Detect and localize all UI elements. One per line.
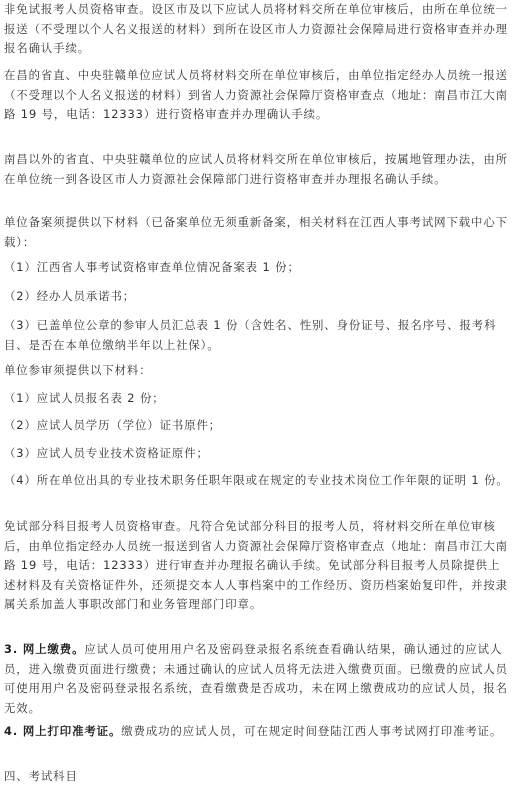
section-heading-exam-subjects: 四、考试科目: [4, 769, 78, 783]
paragraph-review-materials: 单位参审须提供以下材料：: [4, 363, 152, 377]
list-item-review-2: （2）应试人员学历（学位）证书原件；: [4, 418, 222, 432]
paragraph-print-admission: 4. 网上打印准考证。缴费成功的应试人员，可在规定时间登陆江西人事考试网打印准考证。: [4, 724, 503, 738]
paragraph-nonexempt-review: 非免试报考人员资格审查。设区市及以下应试人员将材料交所在单位审核后，由所在单位统一报送（不受理以个人名义报送的材料）到所在设区市人力资源社会保障局进行资格审查并办理报名确认手续。: [4, 2, 508, 55]
paragraph-online-payment: 3. 网上缴费。应试人员可使用用户名及密码登录报名系统查看确认结果，确认通过的应试人员，进入缴费页面进行缴费；未通过确认的应试人员将无法进入缴费页面。已缴费的应试人员可使用用户名及密码登录报名系统，查看缴费是否成功，未在网上缴费成功的应试人员，报名无效。: [4, 642, 508, 715]
list-item-filing-3: （3）已盖单位公章的参审人员汇总表 1 份（含姓名、性别、身份证号、报名序号、报考科目、是否在本单位缴纳半年以上社保）。: [4, 318, 497, 352]
section-heading-payment: 3. 网上缴费。: [4, 642, 85, 656]
paragraph-exempt-review: 免试部分科目报考人员资格审查。凡符合免试部分科目的报考人员，将材料交所在单位审核后，由单位指定经办人员统一报送到省人力资源社会保障厅资格审查点（地址：南昌市江大南路 19 号，电话：12333）进行审查并办理报名确认手续。免试部分科目报考人员除提供上述材料及有关资格证件外，还须提交本人人事档案中的工作经历、资历档案始复印件，并按隶属关系加盖人事职改部门和业务管理部门印章。: [4, 519, 508, 611]
paragraph-unit-filing-materials: 单位备案须提供以下材料（已备案单位无须重新备案，相关材料在江西人事考试网下载中心下载）：: [4, 215, 508, 249]
list-item-filing-1: （1）江西省人事考试资格审查单位情况备案表 1 份；: [4, 260, 300, 274]
section-heading-print: 4. 网上打印准考证。: [4, 724, 122, 738]
paragraph-provincial-nanchang: 在昌的省直、中央驻赣单位应试人员将材料交所在单位审核后，由单位指定经办人员统一报送（不受理以个人名义报送的材料）到省人力资源社会保障厅资格审查点（地址：南昌市江大南路 19 号，电话：12333）进行资格审查并办理确认手续。: [4, 68, 508, 121]
paragraph-provincial-outside-nanchang: 南昌以外的省直、中央驻赣单位的应试人员将材料交所在单位审核后，按属地管理办法，由所在单位统一到各设区市人力资源社会保障部门进行资格审查并办理报名确认手续。: [4, 152, 508, 186]
list-item-review-4: （4）所在单位出具的专业技术职务任职年限或在规定的专业技术岗位工作年限的证明 1 份。: [4, 473, 509, 487]
list-item-filing-2: （2）经办人员承诺书；: [4, 289, 136, 303]
list-item-review-1: （1）应试人员报名表 2 份；: [4, 391, 165, 405]
list-item-review-3: （3）应试人员专业技术资格证原件；: [4, 446, 209, 460]
